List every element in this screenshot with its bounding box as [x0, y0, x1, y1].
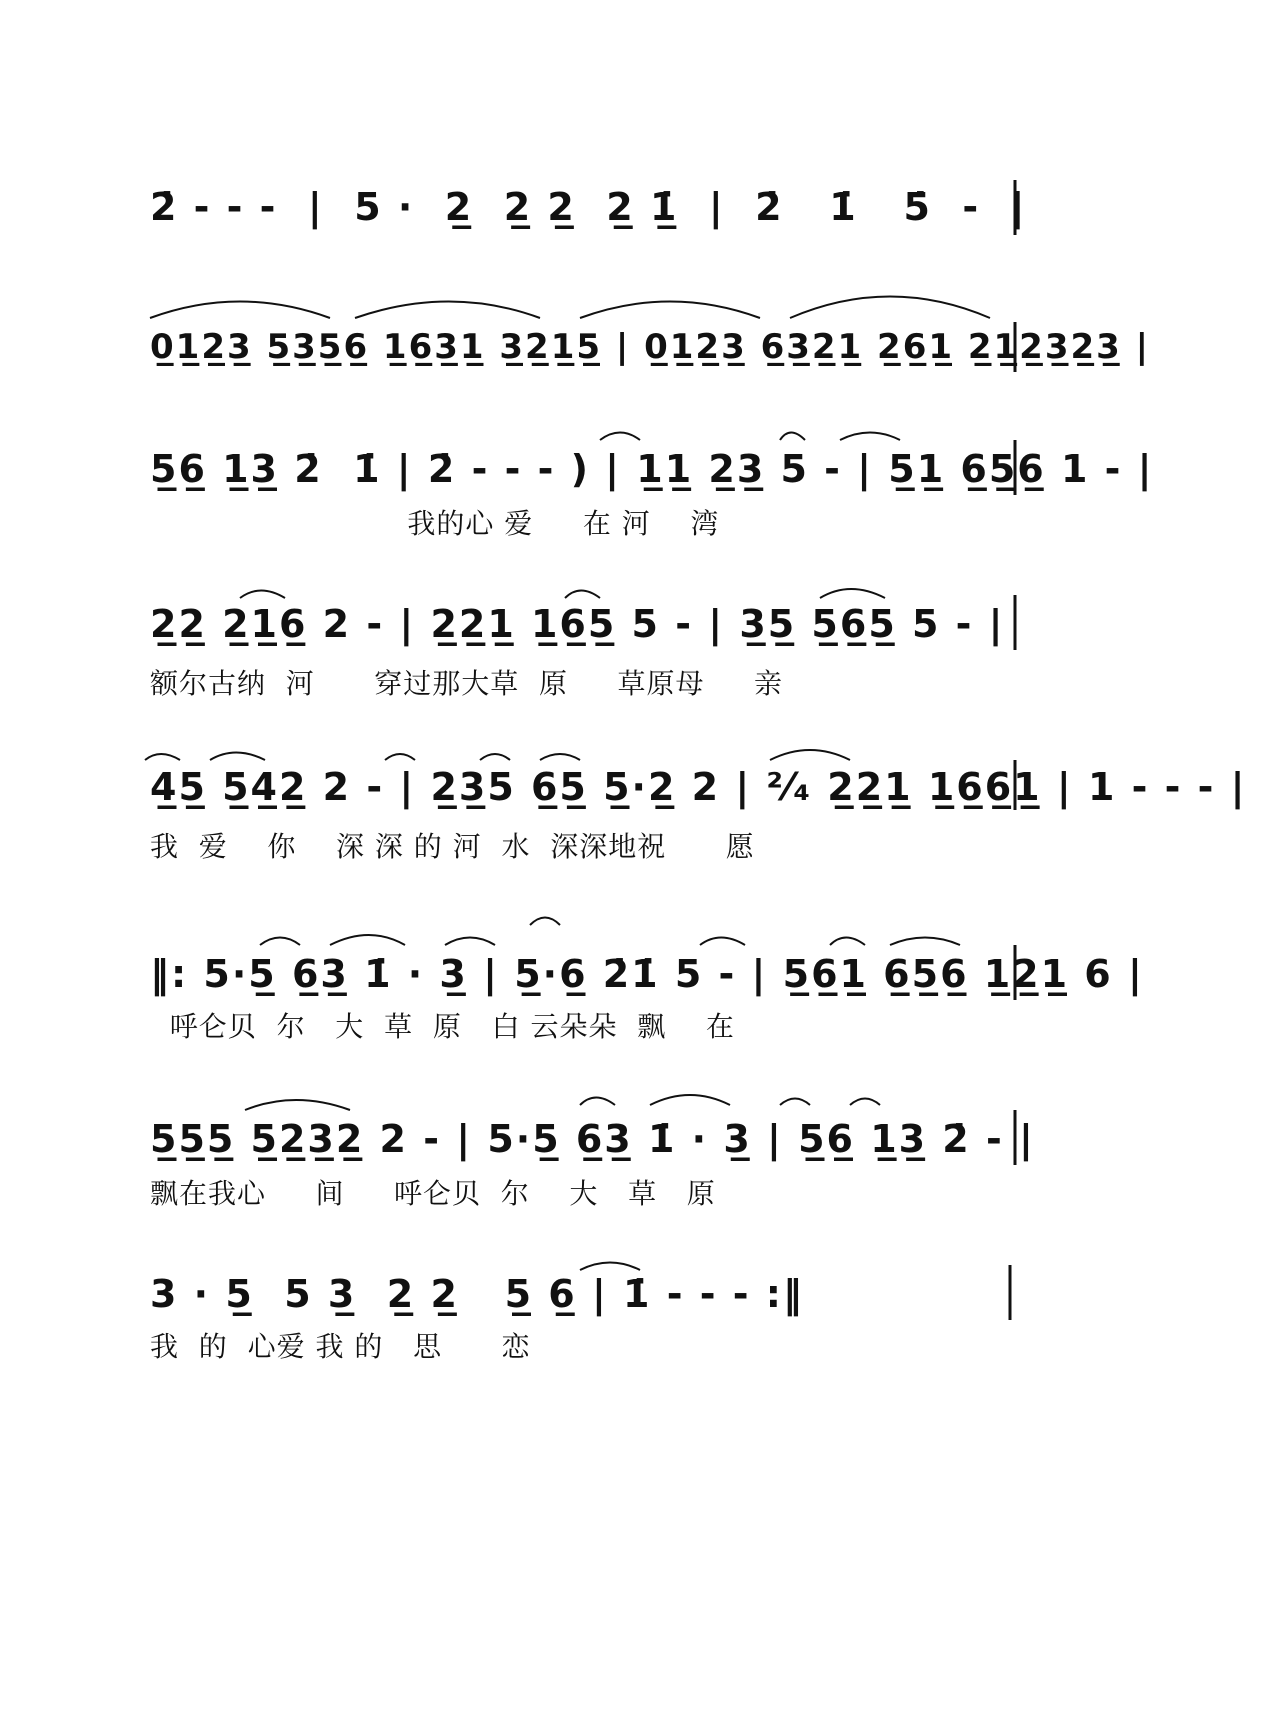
notation-line: 3 · 5̲ 5 3̲ 2̲ 2̲ 5̲ 6̲ | 1̇ - - - :‖	[150, 1272, 804, 1316]
lyrics-line: 我 的 心爱 我 的 思 恋	[150, 1330, 531, 1363]
notation-line: 5̲5̲5̲ 5̲2̲3̲2̲ 2 - | 5·5̲ 6̲3̲ 1̇ · 3̲ | 5̲6̲ 1̲3̲ 2̇ - |	[150, 1117, 1035, 1161]
lyrics-line: 额尔古纳 河 穿过那大草 原 草原母 亲	[150, 667, 784, 700]
lyrics-line: 我 爱 你 深 深 的 河 水 深深地祝 愿	[150, 830, 755, 863]
notation-line: 2̲2̲ 2̲1̲6̲ 2 - | 2̲2̲1̲ 1̲6̲5̲ 5 - | 3̲5̲ 5̲6̲5̲ 5 - |	[150, 602, 1005, 646]
lyrics-line: 我的心 爱 在 河 湾	[150, 507, 720, 540]
lyrics-line: 飘在我心 间 呼仑贝 尔 大 草 原	[150, 1177, 716, 1210]
notation-line: 0̲1̲2̲3̲ 5̲3̲5̲6̲ 1̲6̲3̲1̲ 3̲2̲1̲5̲ | 0̲1̲2̲3̲ 6̲3̲2̲1̲ 2̲6̲1̲ 2̲1̲2̲3̲2̲3̲ |	[150, 327, 1151, 367]
lyrics-line: 呼仑贝 尔 大 草 原 白 云朵朵 飘 在	[150, 1010, 735, 1043]
notation-line: ‖: 5·5̲ 6̲3̲ 1̇ · 3̲ | 5̲·6̲ 2̇1̇ 5 - | 5̲6̲1̲ 6̲5̲6̲ 1̲2̲1̲ 6 |	[150, 952, 1144, 996]
notation-line: 5̲6̲ 1̲3̲ 2̇ 1̇ | 2̇ - - - ) | 1̲1̲ 2̲3̲ 5 - | 5̲1̲ 6̲5̲6̲ 1 - |	[150, 447, 1154, 491]
notation-line: 4̲5̲ 5̲4̲2̲ 2 - | 2̲3̲5 6̲5̲ 5̲·2̲ 2 | ²⁄₄ 2̲2̲1̲ 1̲6̲6̲1̲ | 1 - - - |	[150, 765, 1247, 809]
notation-line: 2̇ - - - | 5 · 2̲ 2̲ 2̲ 2̲ 1̲̇ | 2̇ 1̇ 5̇ - |	[150, 185, 1027, 229]
